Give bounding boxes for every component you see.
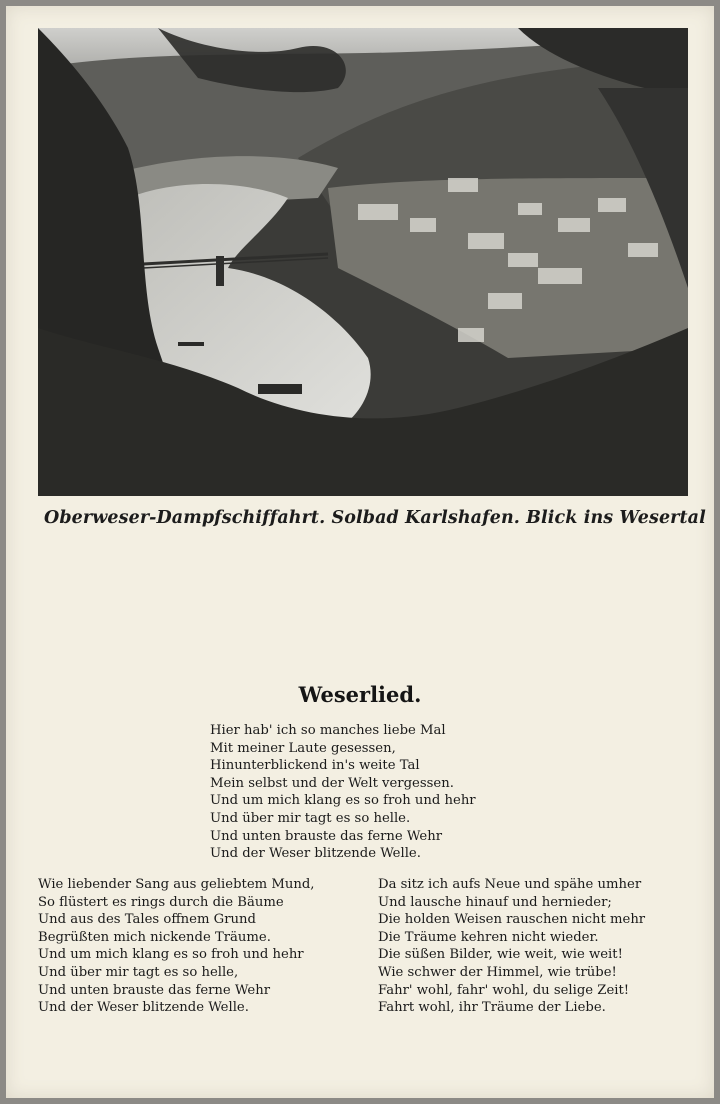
verse-line: Und unten brauste das ferne Wehr	[210, 828, 443, 844]
poem-title: Weserlied.	[298, 682, 422, 707]
verse-line: Die süßen Bilder, wie weit, wie weit!	[378, 947, 623, 963]
verse-line: Und über mir tagt es so helle.	[210, 810, 411, 826]
verse-line: Wie liebender Sang aus geliebtem Mund,	[38, 877, 315, 892]
stanza-2	[38, 876, 314, 1017]
verse-line: Mein selbst und der Welt vergessen.	[210, 775, 454, 791]
verse-line: Mit meiner Laute gesessen,	[210, 740, 396, 756]
verse-line: Und unten brauste das ferne Wehr	[38, 982, 271, 998]
verse-line: Hier hab' ich so manches liebe Mal	[210, 723, 446, 738]
verse-line: Und der Weser blitzende Welle.	[38, 1000, 249, 1016]
verse-line: Fahr' wohl, fahr' wohl, du selige Zeit!	[378, 982, 630, 998]
stanza-1	[210, 722, 476, 863]
verse-line: Und der Weser blitzende Welle.	[210, 846, 421, 862]
stanza-3	[378, 876, 645, 1017]
verse-line: Wie schwer der Himmel, wie trübe!	[378, 964, 617, 980]
river-valley-photo	[38, 28, 688, 496]
verse-line: Die holden Weisen rauschen nicht mehr	[378, 912, 646, 928]
verse-line: Begrüßten mich nickende Träume.	[38, 929, 271, 945]
verse-line: Und lausche hinauf und hernieder;	[378, 894, 612, 910]
verse-line: Und über mir tagt es so helle,	[38, 964, 239, 980]
verse-line: Und um mich klang es so froh und hehr	[210, 793, 476, 809]
verse-line: Und aus des Tales offnem Grund	[38, 912, 256, 928]
verse-line: Hinunterblickend in's weite Tal	[210, 758, 420, 774]
verse-line: Da sitz ich aufs Neue und spähe umher	[378, 877, 642, 892]
verse-line: Fahrt wohl, ihr Träume der Liebe.	[378, 1000, 606, 1016]
verse-line: So flüstert es rings durch die Bäume	[38, 894, 284, 910]
verse-line: Die Träume kehren nicht wieder.	[378, 929, 599, 945]
photo-caption: Oberweser-Dampfschiffahrt. Solbad Karlshafen. Blick ins Wesertal	[44, 508, 706, 528]
verse-line: Und um mich klang es so froh und hehr	[38, 947, 304, 963]
